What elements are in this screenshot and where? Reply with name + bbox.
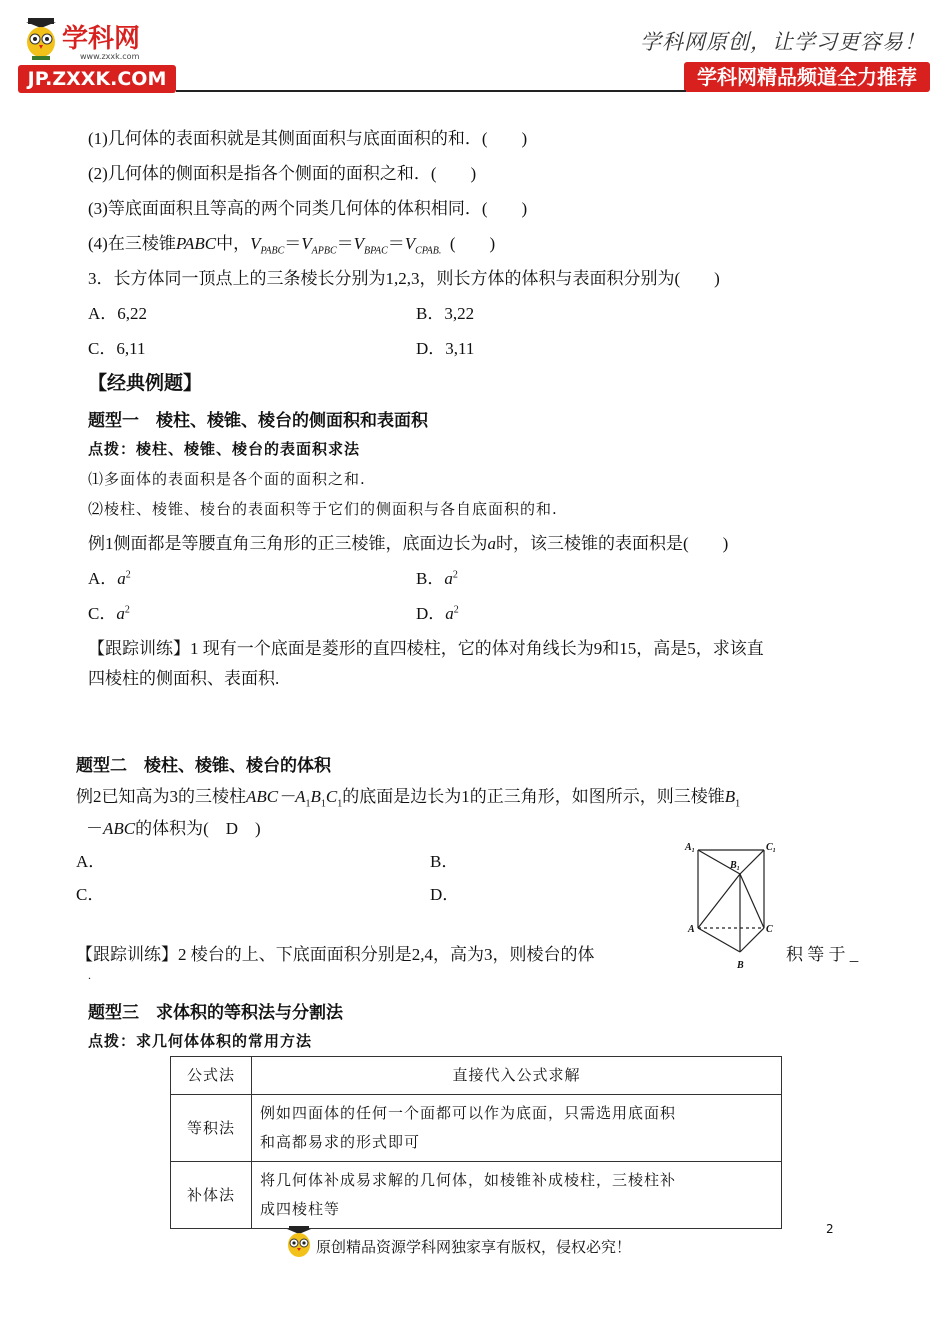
footer-copyright: 原创精品资源学科网独家享有版权，侵权必究！	[316, 1240, 632, 1256]
follow-up-1-line2: 四棱柱的侧面积、表面积.	[88, 669, 280, 688]
method-desc: 将几何体补成易求解的几何体，如棱锥补成棱柱，三棱柱补 成四棱柱等	[252, 1162, 782, 1229]
type2-title: 题型二 棱柱、棱锥、棱台的体积	[76, 756, 331, 776]
method-desc: 例如四面体的任何一个面都可以作为底面，只需选用底面积 和高都易求的形式即可	[252, 1095, 782, 1162]
question-3: 3．长方体同一顶点上的三条棱长分别为1,2,3，则长方体的体积与表面积分别为( )	[88, 269, 720, 288]
ex1-option-c: C．$a^2$	[88, 604, 130, 623]
ex2-option-d: D．	[430, 885, 460, 904]
ex1-option-d: D．$a^2$	[416, 604, 459, 623]
brand-name: 学科网	[62, 24, 141, 54]
ex1-option-a: A．$a^2$	[88, 569, 131, 588]
judge-item-1: (1)几何体的表面积就是其侧面面积与底面面积的和．( )	[88, 129, 528, 148]
table-row	[171, 1162, 782, 1229]
brand-url: www.zxxk.com	[80, 52, 140, 61]
prism-figure	[682, 838, 782, 978]
table-row	[171, 1057, 782, 1095]
method-name: 公式法	[171, 1057, 252, 1095]
label-c: C	[766, 924, 773, 935]
page-number: 2	[826, 1222, 834, 1236]
method-desc: 直接代入公式求解	[252, 1057, 782, 1095]
type3-title: 题型三 求体积的等积法与分割法	[88, 1003, 343, 1023]
label-c1: $C_1$	[766, 842, 776, 854]
judge-item-2: (2)几何体的侧面积是指各个侧面的面积之和．( )	[88, 164, 477, 183]
jp-badge: JP.ZXXK.COM	[18, 65, 176, 93]
follow-up-2-end: 积 等 于 _	[786, 945, 859, 964]
method-name: 等积法	[171, 1095, 252, 1162]
q3-option-d: D．3,11	[416, 339, 475, 358]
q3-option-c: C．6,11	[88, 339, 146, 358]
example-1: 例1侧面都是等腰直角三角形的正三棱锥，底面边长为a时，该三棱锥的表面积是( )	[88, 534, 729, 553]
ex2-option-b: B．	[430, 852, 459, 871]
label-a: A	[688, 924, 695, 935]
methods-table	[170, 1056, 782, 1229]
type1-title: 题型一 棱柱、棱锥、棱台的侧面积和表面积	[88, 411, 428, 431]
judge-item-3: (3)等底面面积且等高的两个同类几何体的体积相同．( )	[88, 199, 528, 218]
promo-banner: 学科网精品频道全力推荐	[684, 62, 930, 92]
owl-footer-icon	[284, 1225, 314, 1259]
section-heading: 【经典例题】	[88, 372, 203, 394]
type3-tip-title: 点拨：求几何体体积的常用方法	[88, 1032, 313, 1050]
table-row	[171, 1095, 782, 1162]
example-2: 例2已知高为3的三棱柱$ABC-A_1B_1C_1$的底面是边长为1的正三角形，如图所示，则三棱锥$B_1$	[76, 787, 741, 810]
header-divider	[176, 90, 686, 92]
q3-option-b: B．3,22	[416, 304, 475, 323]
type1-tip-title: 点拨：棱柱、棱锥、棱台的表面积求法	[88, 440, 361, 458]
follow-up-1: 【跟踪训练】1 现有一个底面是菱形的直四棱柱，它的体对角线长为9和15，高是5，求该直	[88, 639, 764, 658]
label-b: B	[737, 960, 744, 971]
example-2-line2: －ABC的体积为( D )	[86, 819, 261, 838]
ex2-option-c: C．	[76, 885, 105, 904]
label-b1: $B_1$	[730, 860, 740, 872]
method-name: 补体法	[171, 1162, 252, 1229]
follow-up-2-dot: .	[88, 968, 91, 982]
type1-tip-2: ⑵棱柱、棱锥、棱台的表面积等于它们的侧面积与各自底面积的和.	[88, 500, 558, 518]
owl-mascot-icon	[22, 16, 62, 64]
type1-tip-1: ⑴多面体的表面积是各个面的面积之和.	[88, 470, 366, 488]
judge-item-4: (4)在三棱锥PABC中，$V_{PABC}=V_{APBC}=V_{BPAC}=V_{CPAB.}$ ( )	[88, 234, 496, 257]
follow-up-2: 【跟踪训练】2 棱台的上、下底面面积分别是2,4，高为3，则棱台的体	[76, 945, 595, 964]
ex1-option-b: B．$a^2$	[416, 569, 458, 588]
ex2-option-a: A．	[76, 852, 106, 871]
q3-option-a: A．6,22	[88, 304, 148, 323]
logo-xuekewang	[22, 16, 182, 64]
header-slogan: 学科网原创，让学习更容易！	[640, 30, 926, 54]
label-a1: $A_1$	[685, 842, 695, 854]
